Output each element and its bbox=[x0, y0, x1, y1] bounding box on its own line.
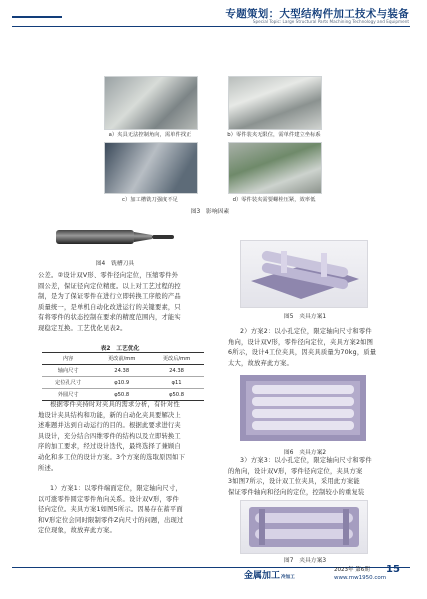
text-line: 3）方案3：以小孔定位，限定轴向尺寸和零件 bbox=[240, 457, 372, 464]
header-title: 专题策划：大型结构件加工技术与装备 bbox=[225, 8, 409, 20]
fixture-scheme1-image bbox=[241, 241, 367, 307]
table-cell: 24.38 bbox=[94, 365, 149, 377]
footer-brand bbox=[244, 568, 295, 581]
text-line: 的角向，设计双V形，零件径向定位，夹具方案 bbox=[228, 467, 363, 475]
text-line: 述难题并达到自动运行的目的。根据此要求进行夹 bbox=[38, 422, 181, 430]
text-line: 具设计，充分结合四维零件的结构以及立即转换工 bbox=[38, 432, 181, 440]
table-row bbox=[42, 365, 204, 377]
left-para-1 bbox=[38, 271, 204, 335]
table-cell: 外圆尺寸 bbox=[42, 389, 94, 401]
text-line: 6所示，设计4工位夹具，因夹具质量为70kg，质量 bbox=[228, 349, 377, 357]
text-line: 所述。 bbox=[38, 464, 58, 472]
table-cell: 轴向尺寸 bbox=[42, 365, 94, 377]
fixture-scheme3-image bbox=[241, 501, 367, 553]
text-line: 和V形定位会同时限制零件Z向尺寸的问题，出现过 bbox=[38, 516, 184, 524]
text-line: 太大，故放弃此方案。 bbox=[228, 359, 293, 367]
text-line: 圆公差，保证径向定位精度。以上对工艺过程的控 bbox=[38, 282, 181, 290]
fixture-render-fig7 bbox=[240, 500, 368, 554]
fixture-render-fig6 bbox=[240, 375, 366, 441]
left-para-3 bbox=[38, 484, 206, 537]
table2-title: 表2 工艺优化 bbox=[100, 346, 140, 352]
fixture-render-fig5 bbox=[240, 240, 368, 308]
text-line: 制，是为了保证零件在进行立即转换工序般的产品 bbox=[38, 293, 181, 301]
text-line: 动化和多工位的设计方案。3个方案的选取原因如下 bbox=[38, 453, 186, 461]
page-number: 15 bbox=[386, 564, 400, 575]
header-subtitle: Special Topic: Large Structural Parts Machining Technology and Equipment bbox=[252, 19, 409, 24]
text-line: 保证零件轴向和径向的定位，控制较小的重复装 bbox=[228, 488, 365, 496]
left-para-2 bbox=[38, 400, 206, 474]
table-header: 更改前/mm bbox=[94, 353, 149, 365]
table-cell: φ50.8 bbox=[149, 389, 204, 401]
text-line: 公差。②设计双V形、零件径向定位，压缩零件外 bbox=[38, 272, 179, 279]
text-line: 以可涨零件圆定零件角向关系。设计双V形，零件 bbox=[38, 495, 179, 503]
header-decoration bbox=[12, 16, 62, 18]
photo-fig3-a bbox=[104, 76, 198, 130]
footer-url: www.mw1950.com bbox=[334, 575, 387, 581]
milling-tool-image bbox=[52, 222, 182, 252]
right-para-2 bbox=[228, 456, 398, 498]
text-line: 地设计夹具结构和功能，新的自动化夹具要解决上 bbox=[38, 411, 181, 419]
text-fragment: 现稳定互换 bbox=[38, 324, 71, 332]
table-cell: 定位孔尺寸 bbox=[42, 377, 94, 389]
text-line bbox=[38, 324, 204, 335]
fig3-cap-b: b）零件装夹无限位，需单件建立坐标系 bbox=[227, 132, 321, 138]
fig3-cap-c: c）加工槽铣刀强度不足 bbox=[122, 197, 178, 203]
brand-sub: 冷加工 bbox=[281, 575, 295, 580]
fig6-caption: 图6 夹具方案2 bbox=[283, 450, 327, 456]
photo-fig3-b bbox=[228, 76, 322, 130]
photo-fig3-c bbox=[104, 142, 198, 194]
fig3-cap-a: a）夹具无法控制角向，需单件找正 bbox=[108, 132, 192, 138]
text-line: 3如图7所示，设计双工位夹具，采用此方案能 bbox=[228, 478, 360, 486]
table-header: 更改后/mm bbox=[149, 353, 204, 365]
table-row bbox=[42, 377, 204, 389]
text-line: 角向，设计双V形，零件径向定位，夹具方案2如图 bbox=[228, 338, 374, 346]
text-line: 定位现象，故放弃此方案。 bbox=[38, 527, 116, 535]
text-fragment: 。工艺优化见表2。 bbox=[70, 324, 127, 332]
table-cell: φ11 bbox=[149, 377, 204, 389]
table-cell: 24.38 bbox=[149, 365, 204, 377]
photo-fig3-d bbox=[228, 142, 322, 194]
text-line bbox=[38, 313, 204, 324]
fig4-caption: 图4 铣槽刀具 bbox=[95, 261, 135, 267]
text-fragment: 有将零件的状态控制在要求的精度范围内，才能实 bbox=[38, 314, 181, 322]
text-line: 根据零件夹持时对夹具的需求分析，有针对性 bbox=[50, 401, 180, 408]
fig3-cap-d: d）零件装夹需要螺栓压紧，效率低 bbox=[232, 197, 316, 203]
header-rule bbox=[12, 26, 410, 27]
brand-name: 金属加工 bbox=[244, 571, 281, 581]
process-table bbox=[42, 352, 204, 401]
footer-issue: 2023年 第6期 bbox=[334, 567, 370, 573]
fig7-caption: 图7 夹具方案3 bbox=[283, 558, 327, 564]
text-line: 序的加工要求，经过设计迭代，最终选择了兼顾自 bbox=[38, 443, 181, 451]
table-row bbox=[42, 389, 204, 401]
fig3-caption: 图3 影响因素 bbox=[190, 209, 230, 215]
right-para-1 bbox=[228, 327, 398, 369]
table-header: 内容 bbox=[42, 353, 94, 365]
table-cell: φ50.8 bbox=[94, 389, 149, 401]
text-line: 1）方案1：以零件端面定位，限定轴向尺寸， bbox=[50, 485, 182, 492]
fig5-caption: 图5 夹具方案1 bbox=[283, 314, 327, 320]
text-line: 质量统一，是单机自动化改进运行的关键要素，只 bbox=[38, 303, 181, 311]
table-cell: φ10.9 bbox=[94, 377, 149, 389]
fixture-scheme2-image bbox=[240, 375, 366, 441]
text-line: 径向定位。夹具方案1如图5所示。因易存在蓄平面 bbox=[38, 506, 183, 514]
text-line: 2）方案2：以小孔定位，限定轴向尺寸和零件 bbox=[240, 328, 372, 335]
